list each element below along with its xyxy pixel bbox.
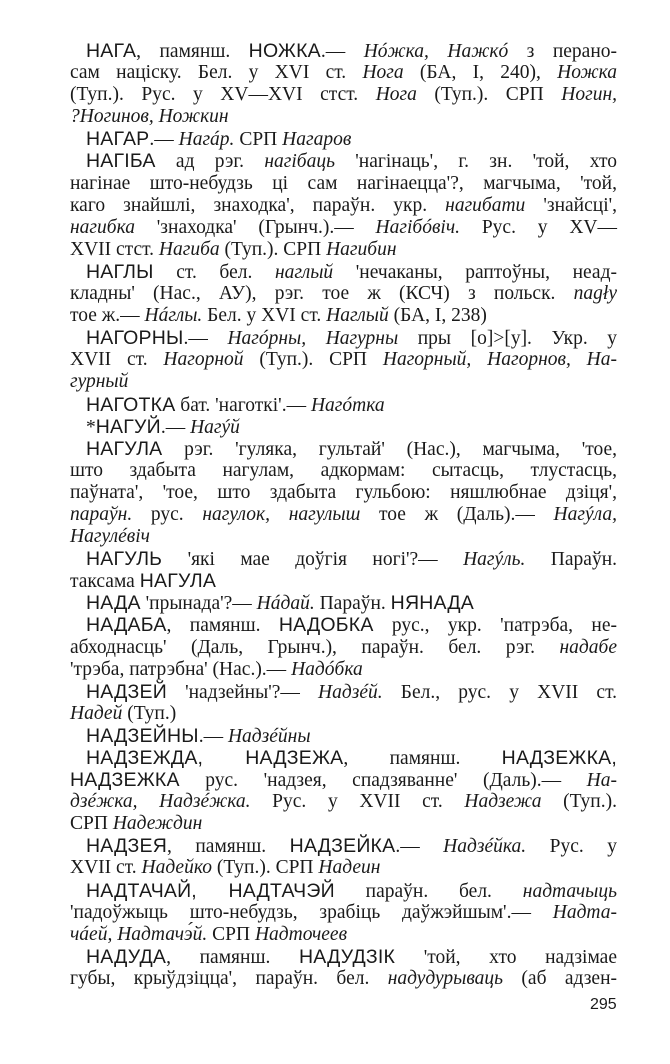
text-run: (Туп.). СРП [243, 349, 383, 371]
text-run: параўн. бел. [334, 880, 523, 902]
entry-line [70, 460, 617, 482]
italic-form: Нагóтка [310, 394, 385, 416]
italic-form: нагулок, нагулыш [202, 503, 361, 525]
text-run: ад рэг. [155, 151, 265, 173]
headword: НАГАР [86, 128, 150, 151]
entry-line [70, 526, 617, 548]
text-run: рус. [132, 503, 203, 525]
headword: НАГІБА [86, 150, 156, 173]
italic-form: Надточеев [254, 923, 348, 945]
entry-first-line [86, 261, 617, 283]
entry-line [70, 813, 617, 835]
headword: НЯНАДА [390, 592, 474, 615]
headword: НАДЗЕЙ [86, 680, 167, 703]
text-run: сам націску. Бел. у XVI ст. [70, 62, 363, 84]
italic-form: Нóжка, Нажкó [363, 41, 509, 62]
italic-form: Нагибин [326, 238, 397, 260]
text-run: * [86, 416, 96, 438]
text-run: каго знайшлі, знаходка', параўн. укр. [70, 194, 446, 216]
italic-form: Надей [70, 702, 123, 724]
text-run: бат. 'наготкі'.— [175, 394, 311, 416]
italic-form: чáей, Надтачэ́й. [70, 923, 208, 945]
text-run: , памянш. [167, 836, 290, 858]
italic-form: Нагáр. [178, 129, 235, 151]
italic-form: Надзéйны [227, 725, 311, 747]
italic-form: надабе [559, 636, 617, 658]
entry-line [70, 195, 617, 217]
text-run: рус., укр. 'патрэба, не- [373, 615, 617, 637]
text-run: СРП [70, 813, 113, 835]
italic-form: Нагорный, Нагорнов, На- [382, 349, 618, 371]
italic-form: На- [586, 770, 617, 792]
italic-form: Нагулéвіч [70, 526, 150, 548]
entry-first-line [86, 416, 617, 438]
text-run: СРП [207, 923, 255, 945]
italic-form: Нáглы. [144, 305, 203, 327]
italic-form: Ножка [557, 62, 617, 84]
italic-form: дзéжка, Надзéжка. [70, 791, 251, 813]
italic-form: Надзéй. [318, 681, 383, 703]
entry-line [70, 349, 617, 371]
italic-form: Наглый [326, 305, 389, 327]
italic-form: Нагорной [163, 349, 244, 371]
text-run: (Туп.). СРП [211, 857, 319, 879]
text-run: .— [395, 836, 444, 858]
text-run: 'які мае доўгія ногі'?— [162, 549, 464, 571]
entry-line [70, 62, 617, 84]
text-run: паўната', 'тое, што здабыта гульбою: няшлюбнае дзіця', [70, 481, 617, 503]
italic-form: нагібаць [264, 151, 335, 173]
text-run: Рус. у XVII ст. [250, 791, 465, 813]
entry-first-line [86, 592, 617, 614]
text-run: СРП [234, 129, 283, 151]
entry-line [70, 84, 617, 106]
text-run: XVII ст. [70, 349, 164, 371]
text-run: , памянш. [166, 615, 279, 637]
italic-form: надтачыць [522, 880, 617, 902]
text-run: Бел., рус. у XVII ст. [382, 681, 617, 703]
entry-first-line [86, 128, 617, 150]
text-run: нагінае што-небудзь ці сам нагінаецца'?, магчыма, 'той, [70, 172, 617, 194]
text-run: , памянш. [136, 41, 249, 62]
entry-first-line [86, 681, 617, 703]
entry-first-line [86, 747, 617, 769]
text-run: рус. 'надзея, спадзяванне' (Даль).— [179, 770, 587, 792]
text-run: .— [160, 416, 191, 438]
entry-first-line [86, 150, 617, 172]
text-run: Рус. у [526, 836, 617, 858]
dictionary-text-column [70, 40, 617, 990]
italic-form: Надеждин [112, 813, 203, 835]
italic-form: Нога [375, 84, 417, 106]
text-run: (Туп.) [122, 702, 177, 724]
italic-form: Нагýль. [463, 549, 526, 571]
text-run: (Туп.). СРП [416, 84, 562, 106]
headword: НАДУДЗІК [299, 945, 396, 968]
headword: НАГУЛЬ [86, 548, 163, 571]
italic-form: нагибати [445, 194, 526, 216]
headword: НАДЗЕЙКА [289, 835, 396, 858]
italic-form: Нáдай. [256, 593, 315, 615]
entry-first-line [86, 835, 617, 857]
headword: НАГУЛА [86, 437, 163, 460]
entry-line [70, 902, 617, 924]
text-run: што здабыта нагулам, адкормам: сытасць, тлустасць, [70, 459, 617, 481]
italic-form: ?Ногинов, Ножкин [70, 106, 229, 128]
italic-form: Нагібóвіч. [375, 216, 461, 238]
text-run: Бел. у XVI ст. [202, 305, 327, 327]
entry-line [70, 769, 617, 791]
text-run: , памянш. [343, 748, 502, 769]
entry-line [70, 857, 617, 879]
entry-line [70, 482, 617, 504]
text-run: ст. бел. [153, 261, 275, 283]
italic-form: гурный [70, 371, 129, 393]
text-run: рэг. 'гуляка, гультай' (Нас.), магчыма, 'тое, [162, 438, 617, 460]
text-run: (аб адзен- [503, 967, 617, 989]
headword: НАДУДА [86, 945, 167, 968]
italic-form: Нога [362, 62, 404, 84]
headword: НАДЗЕЖДА, НАДЗЕЖА [86, 747, 344, 769]
entry-line [70, 791, 617, 813]
italic-form: Надта- [552, 901, 617, 923]
headword: НАГУЙ [95, 415, 161, 438]
text-run: (БА, I, 240), [403, 62, 558, 84]
text-run: Рус. у XV— [460, 216, 617, 238]
entry-line [70, 924, 617, 946]
italic-form: параўн. [70, 503, 133, 525]
italic-form: Надзéйка. [443, 836, 527, 858]
text-run: 'надзейны'?— [166, 681, 319, 703]
italic-form: Нагýй [190, 416, 240, 438]
italic-form: наглый [274, 261, 334, 283]
text-run: тое ж (Даль).— [360, 503, 554, 525]
entry-first-line [86, 614, 617, 636]
entry-line [70, 703, 617, 725]
headword: НАДАБА [86, 614, 167, 637]
entry-line [70, 283, 617, 305]
text-run: XVII ст. [70, 857, 142, 879]
text-run: (Туп.). Рус. у XV—XVI стст. [70, 84, 376, 106]
entry-first-line [86, 394, 617, 416]
text-run: 'нечаканы, раптоўны, неад- [333, 261, 617, 283]
headword: НАГУЛА [139, 570, 217, 593]
entry-line [70, 504, 617, 526]
text-run: губы, крыўдзіцца', параўн. бел. [70, 967, 388, 989]
text-run: Параўн. [525, 549, 618, 571]
headword: НАДЗЕЙНЫ [86, 724, 199, 747]
text-run: кладны' (Нас., АУ), рэг. тое ж (КСЧ) з польск. [70, 283, 574, 305]
headword: НАДЗЕЯ [86, 835, 168, 858]
italic-form: Ногин, [561, 84, 618, 106]
text-run: Параўн. [314, 593, 391, 615]
entry-line [70, 106, 617, 128]
text-run: (Туп.). [541, 791, 617, 813]
italic-form: nagły [573, 283, 617, 305]
text-run: .— [198, 725, 228, 747]
text-run: 'нагінаць', г. зн. 'той, хто [334, 151, 617, 173]
entry-first-line [86, 725, 617, 747]
text-run: .— [320, 41, 364, 62]
entry-first-line [86, 880, 617, 902]
entry-line [70, 173, 617, 195]
entry-line [70, 371, 617, 393]
entry-first-line [86, 946, 617, 968]
page-number: 295 [590, 996, 617, 1013]
entry-line [70, 239, 617, 261]
text-run: 'той, хто надзімае [395, 946, 617, 968]
text-run: XVII стст. [70, 238, 159, 260]
entry-line [70, 637, 617, 659]
text-run: 'знаходка' (Грынч.).— [134, 216, 376, 238]
italic-form: Надеин [318, 857, 381, 879]
entry-first-line [86, 548, 617, 570]
headword: НАДТАЧАЙ, НАДТАЧЭЙ [86, 879, 335, 902]
headword: НАГОТКА [86, 393, 176, 416]
text-run: пры [о]>[у]. Укр. у [398, 328, 618, 350]
italic-form: Надейко [141, 857, 212, 879]
headword: НАГОРНЫ [86, 327, 184, 350]
headword: НАГЛЫ [86, 260, 154, 283]
text-run: з перано- [508, 41, 617, 62]
text-run: , памянш. [166, 946, 299, 968]
headword: НАДА [86, 592, 141, 615]
italic-form: Нагиба [158, 238, 220, 260]
text-run: .— [183, 328, 228, 350]
entry-line [70, 570, 617, 592]
text-run: 'падоўжыць што-небудзь, зрабіць даўжэйшым'.— [70, 901, 553, 923]
headword: НАДЗЕЖКА [70, 769, 180, 792]
italic-form: Нагýла, [553, 503, 617, 525]
entry-first-line [86, 40, 617, 62]
entry-first-line [86, 438, 617, 460]
italic-form: надудурываць [387, 967, 504, 989]
italic-form: Надзежа [464, 791, 542, 813]
text-run: .— [149, 129, 179, 151]
headword: НАДОБКА [278, 614, 374, 637]
headword: НАДЗЕЖКА, [501, 747, 617, 769]
entry-line [70, 659, 617, 681]
italic-form: Нагаров [282, 129, 352, 151]
text-run: 'прынада'?— [140, 593, 257, 615]
entry-line [70, 217, 617, 239]
text-run: тое ж.— [70, 305, 145, 327]
text-run: таксама [70, 571, 140, 593]
text-run: 'знайсці', [525, 194, 617, 216]
italic-form: Надóбка [291, 658, 363, 680]
text-run: абходнасць' (Даль, Грынч.), параўн. бел. рэг. [70, 636, 560, 658]
italic-form: Нагóрны, Нагурны [227, 328, 399, 350]
text-run: 'трэба, патрэбна' (Нас.).— [70, 658, 292, 680]
entry-line [70, 968, 617, 990]
headword: НАГА [86, 40, 137, 62]
italic-form: нагибка [70, 216, 135, 238]
text-run: (Туп.). СРП [219, 238, 327, 260]
entry-line [70, 305, 617, 327]
headword: НОЖКА [248, 40, 321, 62]
entry-first-line [86, 327, 617, 349]
text-run: (БА, I, 238) [388, 305, 487, 327]
